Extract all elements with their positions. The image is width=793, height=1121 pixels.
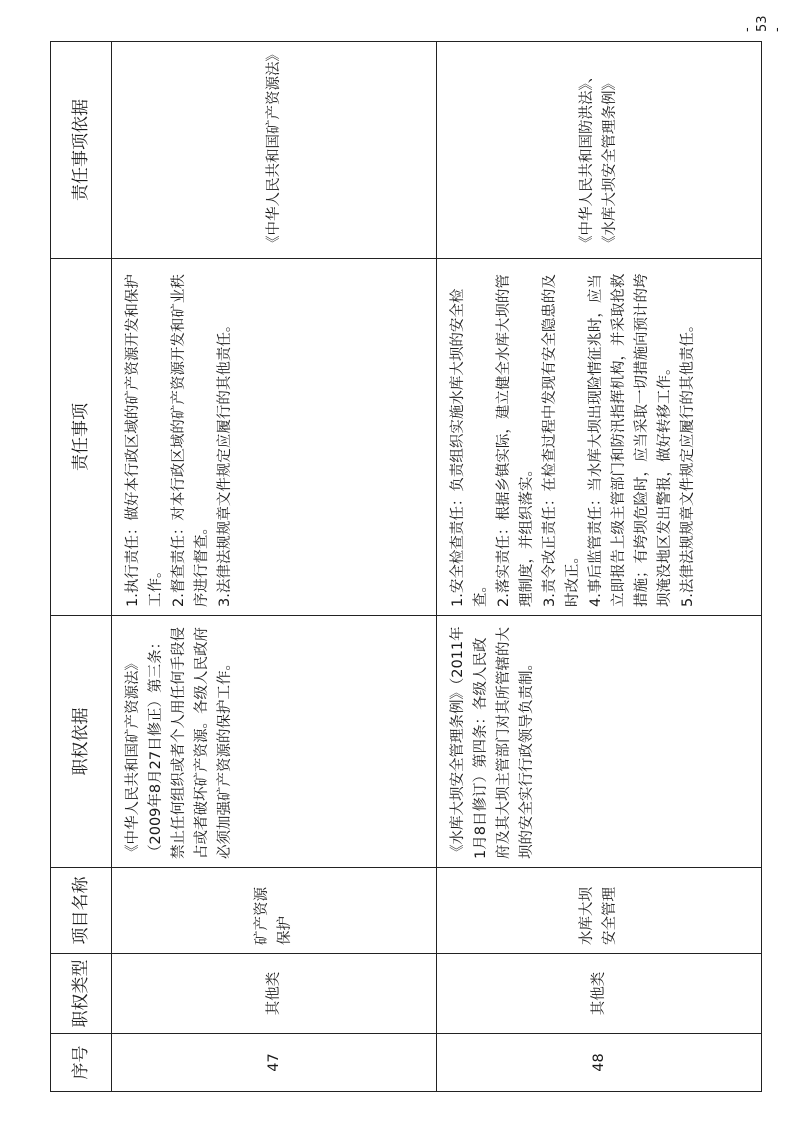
duty-item: 2.落实责任：根据乡镇实际，建立健全水库大坝的管理制度，并组织落实。: [496, 274, 535, 607]
row-duties: [437, 259, 762, 616]
row-basis: 《水库大坝安全管理条例》（2011年1月8日修订）第四条：各级人民政府及其大坝主管部门对其所管辖的大坝的安全实行行政领导负责制。: [437, 616, 762, 868]
header-duty: 责任事项: [51, 259, 112, 616]
rotated-page: [50, 15, 786, 1092]
row-name: 矿产资源保护: [112, 868, 437, 954]
table-row: [112, 42, 437, 1092]
duty-item: 1.安全检查责任：负责组织实施水库大坝的安全检查。: [450, 288, 489, 607]
header-no: 序号: [51, 1034, 112, 1092]
header-duty-basis: 责任事项依据: [51, 42, 112, 259]
table-row: [437, 42, 762, 1092]
page-number: - 53 -: [740, 15, 785, 32]
duty-item: 3.法律法规规章文件规定应履行的其他责任。: [217, 317, 233, 607]
duty-item: 4.事后监管责任：当水库大坝出现险情征兆时，应当立即报告上级主管部门和防汛指挥机构，并采取抢救措施；有垮坝危险时，应当采取一切措施向预计的垮坝淹没地区发出警报，做好转移工作。: [588, 273, 673, 607]
header-type: 职权类型: [51, 954, 112, 1034]
row-no: 48: [437, 1034, 762, 1092]
row-duties: [112, 259, 437, 616]
row-duty-basis: 《中华人民共和国矿产资源法》: [112, 42, 437, 259]
duty-item: 5.法律法规规章文件规定应履行的其他责任。: [680, 317, 696, 607]
table-header-row: [51, 42, 112, 1092]
row-duty-basis: 《中华人民共和国防洪法》、《水库大坝安全管理条例》: [437, 42, 762, 259]
duty-item: 2.督查责任：对本行政区域的矿产资源开发和矿业秩序进行督查。: [171, 274, 210, 607]
row-name: 水库大坝安全管理: [437, 868, 762, 954]
header-basis: 职权依据: [51, 616, 112, 868]
header-name: 项目名称: [51, 868, 112, 954]
row-basis: 《中华人民共和国矿产资源法》（2009年8月27日修正）第三条：禁止任何组织或者个人用任何手段侵占或者破坏矿产资源。各级人民政府必须加强矿产资源的保护工作。: [112, 616, 437, 868]
row-type: 其他类: [437, 954, 762, 1034]
duty-item: 3.责令改正责任：在检查过程中发现有安全隐患的及时改正。: [542, 274, 581, 607]
duty-table: [50, 41, 762, 1092]
row-type: 其他类: [112, 954, 437, 1034]
row-no: 47: [112, 1034, 437, 1092]
duty-item: 1.执行责任：做好本行政区域的矿产资源开发和保护工作。: [125, 274, 164, 607]
